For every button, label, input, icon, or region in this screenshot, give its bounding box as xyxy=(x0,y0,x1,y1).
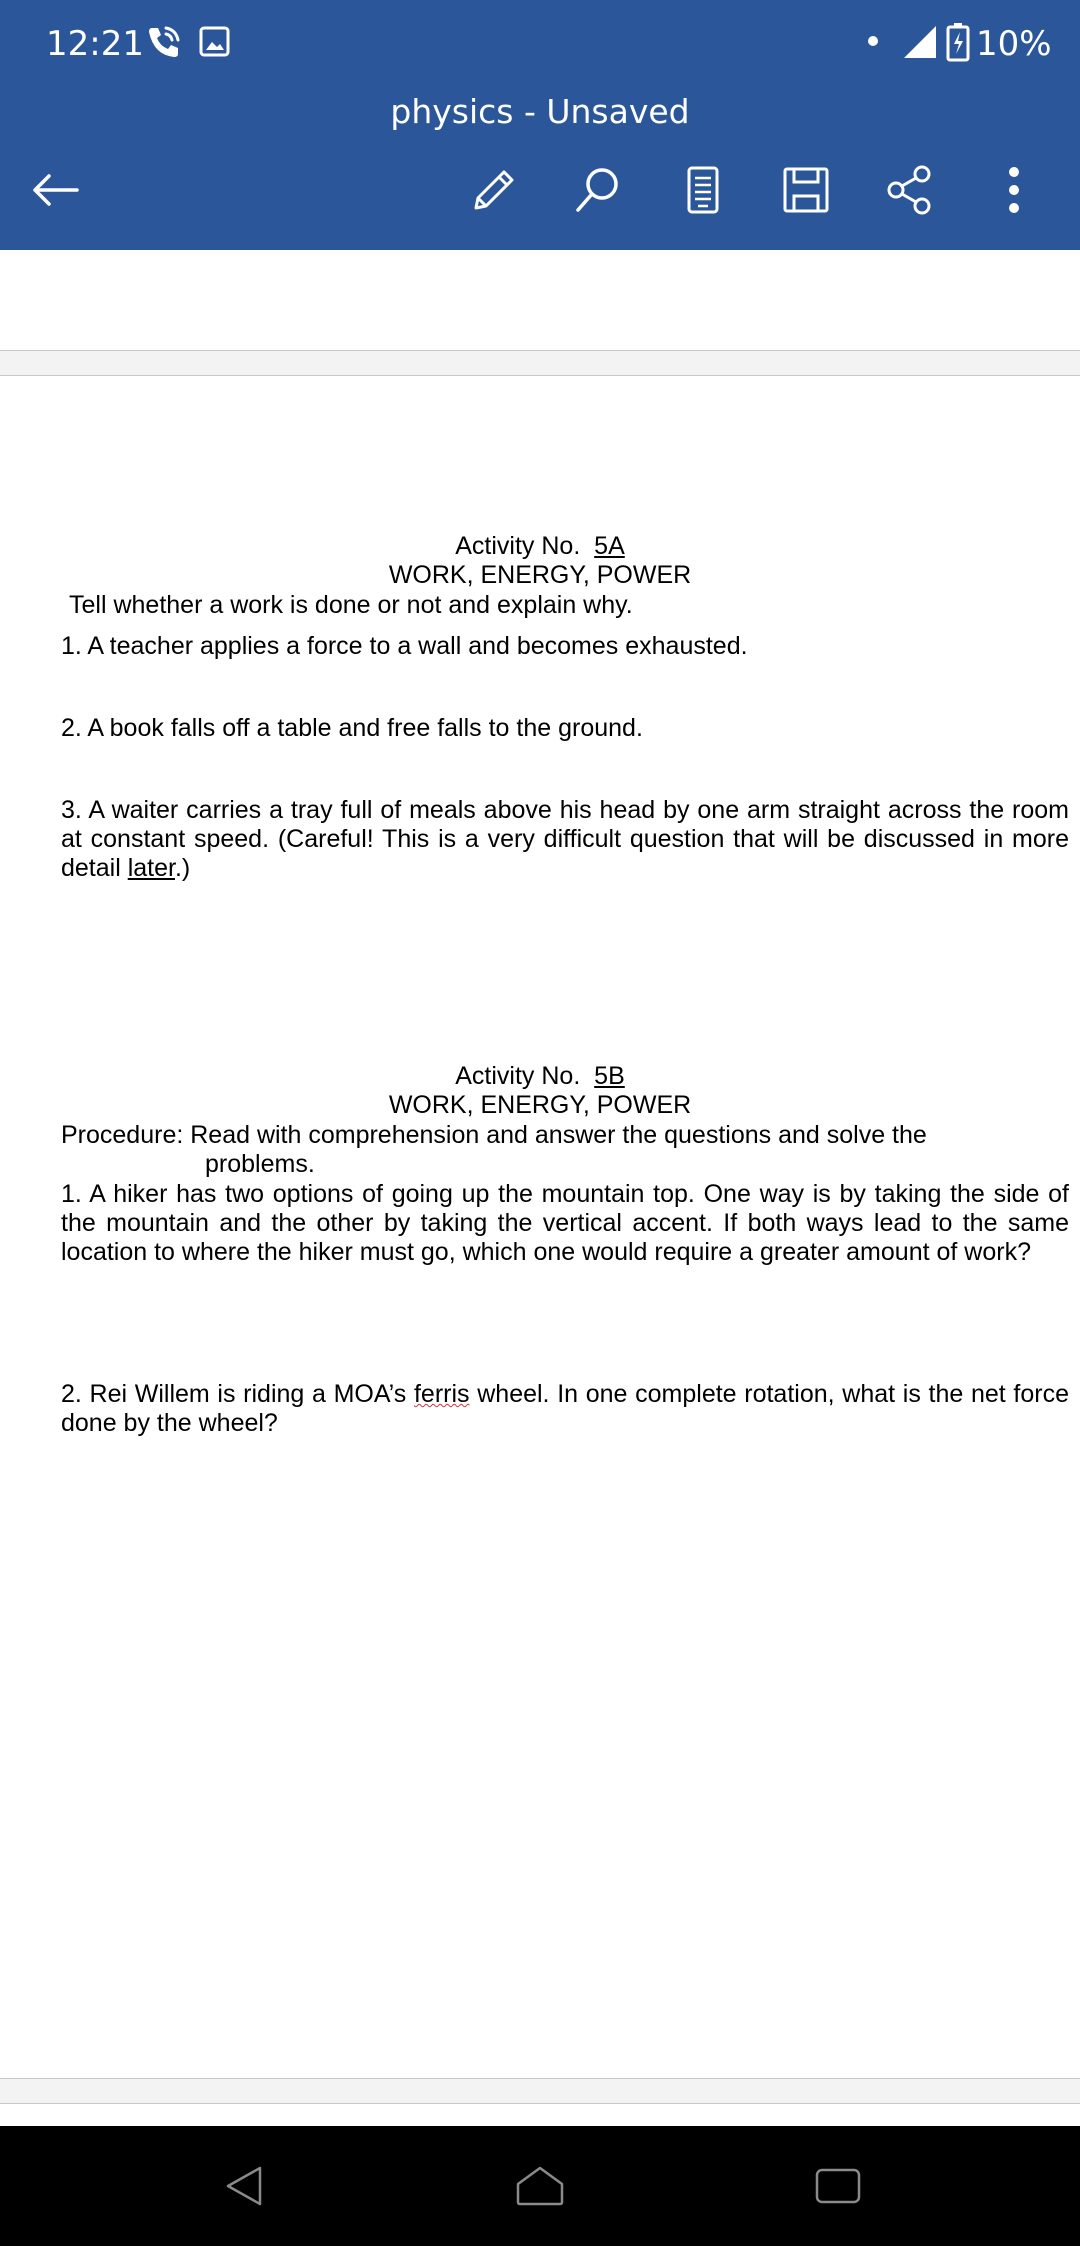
question-5a-3: 3. A waiter carries a tray full of meals above his head by one arm straight across the room at constant speed. (Careful! This is a very difficult question that will be discussed in more detail later.) xyxy=(61,796,1069,882)
nav-back-icon[interactable] xyxy=(214,2156,274,2216)
more-options-icon[interactable] xyxy=(984,160,1044,220)
edit-pencil-icon[interactable] xyxy=(464,160,524,220)
image-notification-icon xyxy=(198,22,232,67)
app-bar xyxy=(0,0,1080,250)
dot-icon xyxy=(866,34,880,53)
page-separator xyxy=(0,2078,1080,2104)
battery-percentage: 10% xyxy=(976,24,1052,64)
activity-5b-heading: Activity No. 5B xyxy=(455,1062,625,1090)
search-icon[interactable] xyxy=(568,160,628,220)
activity-5a-subtitle: WORK, ENERGY, POWER xyxy=(388,561,692,589)
activity-5a-heading: Activity No. 5A xyxy=(455,532,625,560)
procedure-text: Procedure: Read with comprehension and answer the questions and solve the xyxy=(61,1121,927,1149)
question-5a-2: 2. A book falls off a table and free falls to the ground. xyxy=(61,714,643,742)
share-icon[interactable] xyxy=(880,160,940,220)
battery-charging-icon xyxy=(946,22,970,67)
nav-home-icon[interactable] xyxy=(510,2156,570,2216)
page-separator xyxy=(0,350,1080,376)
activity-number: 5A xyxy=(594,532,625,560)
question-5b-2: 2. Rei Willem is riding a MOA’s ferris wheel. In one complete rotation, what is the net force done by the wheel? xyxy=(61,1380,1069,1437)
phone-call-icon xyxy=(144,22,184,67)
question-5a-1: 1. A teacher applies a force to a wall and becomes exhausted. xyxy=(61,632,748,660)
activity-5b-subtitle: WORK, ENERGY, POWER xyxy=(388,1091,692,1119)
mobile-view-icon[interactable] xyxy=(673,160,733,220)
activity-5a-instruction: Tell whether a work is done or not and explain why. xyxy=(69,591,633,619)
procedure-text-continued: problems. xyxy=(205,1150,315,1178)
back-arrow-icon[interactable] xyxy=(26,160,86,220)
document-title: physics - Unsaved xyxy=(390,92,690,131)
question-5b-1: 1. A hiker has two options of going up the mountain top. One way is by taking the side of the mountain and the other by taking the vertical accent. If both ways lead to the same location to where the hiker must go, which one would require a greater amount of work? xyxy=(61,1180,1069,1266)
spelling-error-word: ferris xyxy=(413,1380,470,1408)
nav-recents-icon[interactable] xyxy=(808,2156,868,2216)
system-nav-bar xyxy=(0,2126,1080,2246)
status-time: 12:21 xyxy=(46,24,144,64)
save-icon[interactable] xyxy=(776,160,836,220)
activity-number: 5B xyxy=(594,1062,625,1090)
signal-icon xyxy=(902,24,938,65)
